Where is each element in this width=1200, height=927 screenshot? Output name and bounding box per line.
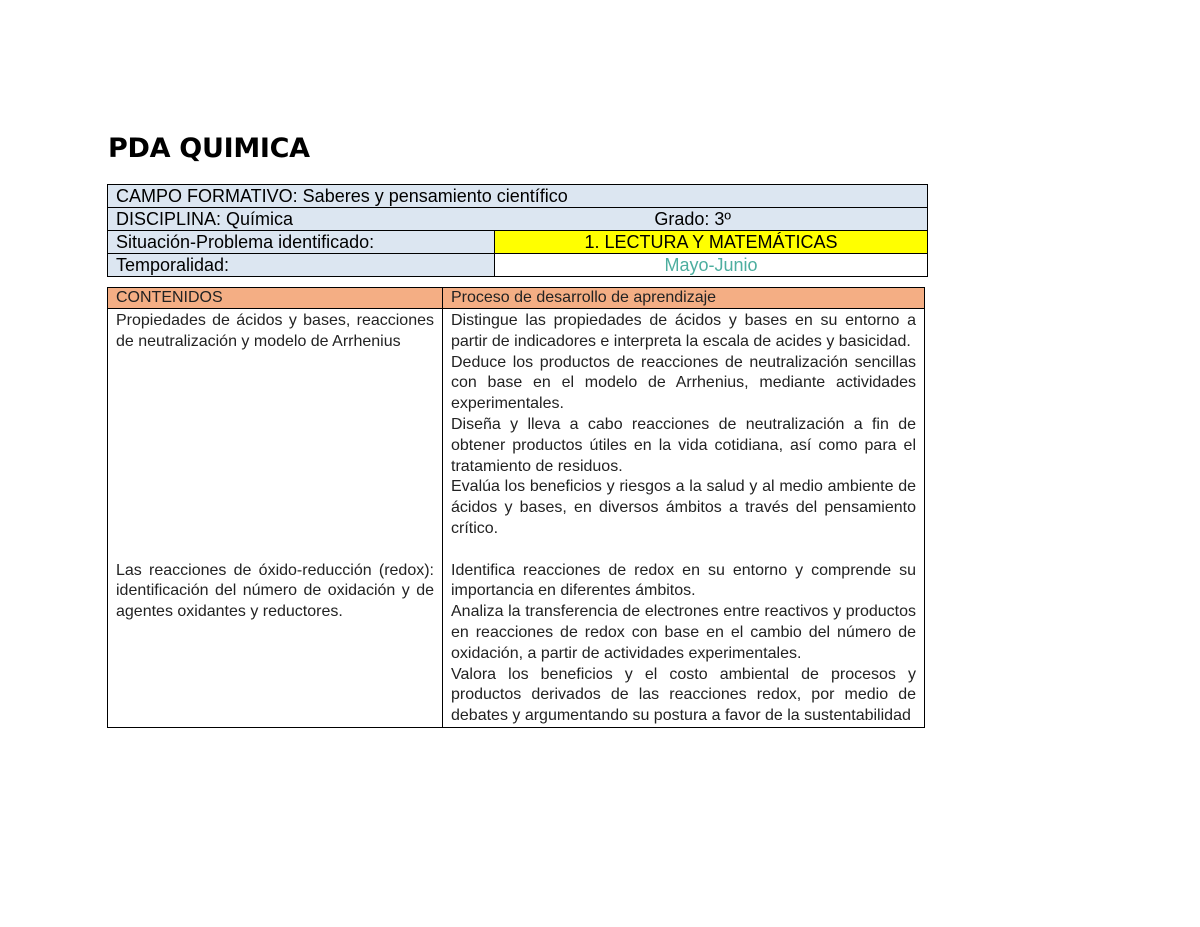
disciplina-cell [108,208,928,231]
situacion-row [108,231,928,254]
temporalidad-label: Temporalidad: [108,254,495,277]
content-header-row [108,288,925,309]
contenido-text: Propiedades de ácidos y bases, reacciones de neutralización y modelo de Arrhenius [116,312,434,350]
proceso-header: Proceso de desarrollo de aprendizaje [443,288,925,309]
proceso-item: Evalúa los beneficios y riesgos a la salud y al medio ambiente de ácidos y bases, en diversos ámbitos a través del pensamiento crítico. [451,478,916,537]
proceso-cell [443,309,925,561]
situacion-value: 1. LECTURA Y MATEMÁTICAS [495,231,928,254]
grado-label: Grado: 3º [654,209,732,229]
campo-row [108,185,928,208]
disciplina-row [108,208,928,231]
proceso-item: Diseña y lleva a cabo reacciones de neutralización a fin de obtener productos útiles en la vida cotidiana, así como para el tratamiento de residuos. [451,415,916,475]
content-table [107,287,925,728]
campo-formativo-cell: CAMPO FORMATIVO: Saberes y pensamiento científico [108,185,928,208]
proceso-item: Identifica reacciones de redox en su entorno y comprende su importancia en diferentes ámbitos. [451,561,916,600]
header-table [107,184,928,277]
temporalidad-row [108,254,928,277]
spacer [451,540,916,561]
proceso-item: Valora los beneficios y el costo ambiental de procesos y productos derivados de las reacciones redox, por medio de debates y argumentando su postura a favor de la sustentabilidad [451,665,916,725]
contenido-cell [108,561,443,728]
table-row [108,561,925,728]
table-row [108,309,925,561]
proceso-item: Deduce los productos de reacciones de neutralización sencillas con base en el modelo de Arrhenius, mediante actividades experimentales. [451,353,916,413]
contenidos-header: CONTENIDOS [108,288,443,309]
proceso-cell [443,561,925,728]
contenido-cell [108,309,443,561]
document-title: PDA QUIMICA [108,133,310,164]
temporalidad-value: Mayo-Junio [495,254,928,277]
proceso-item: Analiza la transferencia de electrones entre reactivos y productos en reacciones de redox con base en el cambio del número de oxidación, a partir de actividades experimentales. [451,603,916,662]
contenido-text: Las reacciones de óxido-reducción (redox): identificación del número de oxidación y de agentes oxidantes y reductores. [116,561,434,621]
situacion-label: Situación-Problema identificado: [108,231,495,254]
proceso-item: Distingue las propiedades de ácidos y bases en su entorno a partir de indicadores e interpreta la escala de acides y basicidad. [451,312,916,350]
disciplina-label: DISCIPLINA: Química [116,209,294,229]
